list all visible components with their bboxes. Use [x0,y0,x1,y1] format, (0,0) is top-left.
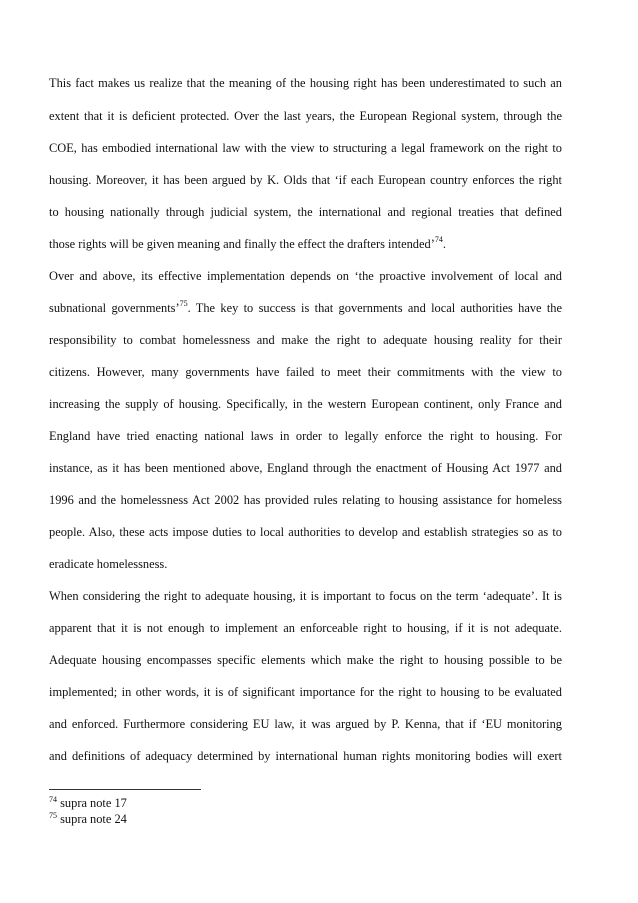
body-line: Adequate housing encompasses specific elements which make the right to housing possible to be [49,653,562,667]
body-line: and definitions of adequacy determined by international human rights monitoring bodies will exert [49,749,562,763]
body-line: apparent that it is not enough to implement an enforceable right to housing, if it is not adequate. [49,621,562,635]
footnote-reference: 75 [179,299,188,308]
body-line: This fact makes us realize that the meaning of the housing right has been underestimated to such an [49,76,562,90]
body-line: instance, as it has been mentioned above, England through the enactment of Housing Act 1977 and [49,461,562,475]
body-line: to housing nationally through judicial system, the international and regional treaties that defined [49,205,562,219]
body-line: implemented; in other words, it is of significant importance for the right to housing to be evaluated [49,685,562,699]
body-line: 1996 and the homelessness Act 2002 has provided rules relating to housing assistance for homeless [49,493,562,507]
body-line: extent that it is deficient protected. Over the last years, the European Regional system, through the [49,109,562,123]
body-line: When considering the right to adequate housing, it is important to focus on the term ‘adequate’. It is [49,589,562,603]
body-line: citizens. However, many governments have failed to meet their commitments with the view to [49,365,562,379]
body-line: subnational governments’$^{75}$. The key to success is that governments and local authorities have the [49,299,562,315]
body-line: responsibility to combat homelessness and make the right to adequate housing reality for their [49,333,562,347]
footnote-text: supra note 17 [60,796,127,810]
body-line: those rights will be given meaning and finally the effect the drafters intended’$^{74}$. [49,235,446,251]
body-line: COE, has embodied international law with the view to structuring a legal framework on the right to [49,141,562,155]
body-line: Over and above, its effective implementation depends on ‘the proactive involvement of local and [49,269,562,283]
footnote [49,812,127,826]
body-line: people. Also, these acts impose duties to local authorities to develop and establish strategies so as to [49,525,562,539]
body-line: housing. Moreover, it has been argued by K. Olds that ‘if each European country enforces the right [49,173,562,187]
footnote-number: 74 [49,795,57,804]
footnote-reference: 74 [434,235,443,244]
footnote-separator [49,789,201,790]
footnote-number: 75 [49,811,57,820]
body-line: eradicate homelessness. [49,557,168,571]
footnote [49,796,127,810]
body-line: England have tried enacting national laws in order to legally enforce the right to housing. For [49,429,562,443]
footnote-text: supra note 24 [60,812,127,826]
body-line: and enforced. Furthermore considering EU law, it was argued by P. Kenna, that if ‘EU monitoring [49,717,562,731]
body-line: increasing the supply of housing. Specifically, in the western European continent, only France and [49,397,562,411]
